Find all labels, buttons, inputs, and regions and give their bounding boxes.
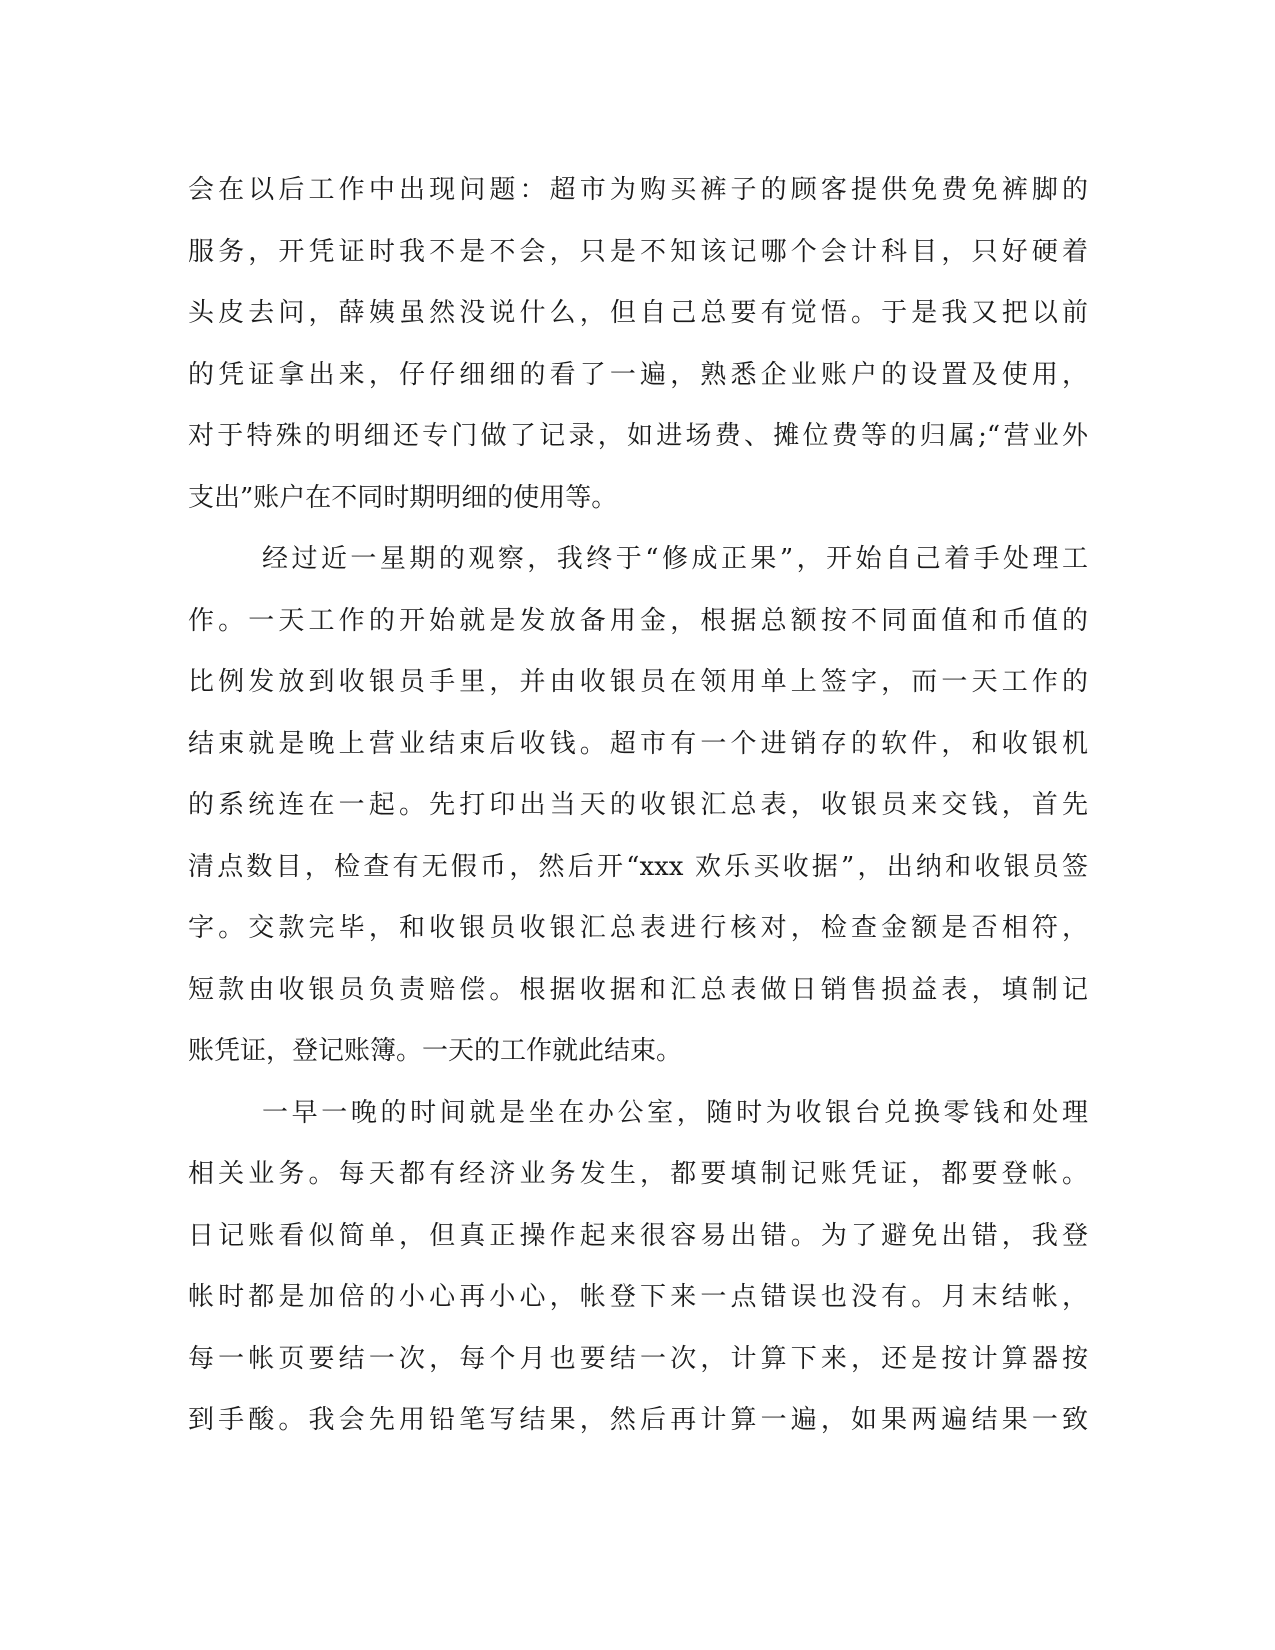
text-line: 结束就是晚上营业结束后收钱。超市有一个进销存的软件，和收银机	[188, 728, 1088, 759]
text-line: 相关业务。每天都有经济业务发生，都要填制记账凭证，都要登帐。	[188, 1159, 1088, 1189]
text-line: 会在以后工作中出现问题：超市为购买裤子的顾客提供免费免裤脚的	[188, 175, 1088, 205]
text-line: 日记账看似简单，但真正操作起来很容易出错。为了避免出错，我登	[188, 1220, 1088, 1251]
text-line: 到手酸。我会先用铅笔写结果，然后再计算一遍，如果两遍结果一致	[188, 1405, 1088, 1435]
text-line: 字。交款完毕，和收银员收银汇总表进行核对，检查金额是否相符，	[188, 913, 1088, 943]
document-body	[188, 160, 1088, 1452]
text-line: 经过近一星期的观察，我终于“修成正果”，开始自己着手处理工	[262, 544, 1088, 574]
text-line: 服务，开凭证时我不是不会，只是不知该记哪个会计科目，只好硬着	[188, 236, 1088, 267]
text-line: 短款由收银员负责赔偿。根据收据和汇总表做日销售损益表，填制记	[188, 974, 1088, 1005]
text-line: 清点数目，检查有无假币，然后开“xxx 欢乐买收据”，出纳和收银员签	[188, 851, 1088, 882]
text-line: 支出”账户在不同时期明细的使用等。	[188, 482, 618, 513]
text-line: 的系统连在一起。先打印出当天的收银汇总表，收银员来交钱，首先	[188, 790, 1088, 820]
text-line: 账凭证，登记账簿。一天的工作就此结束。	[188, 1036, 683, 1066]
text-line: 每一帐页要结一次，每个月也要结一次，计算下来，还是按计算器按	[188, 1343, 1088, 1374]
text-line: 帐时都是加倍的小心再小心，帐登下来一点错误也没有。月末结帐，	[188, 1282, 1088, 1312]
text-line: 头皮去问，薛姨虽然没说什么，但自己总要有觉悟。于是我又把以前	[188, 298, 1088, 328]
text-line: 一早一晚的时间就是坐在办公室，随时为收银台兑换零钱和处理	[262, 1097, 1088, 1128]
text-line: 的凭证拿出来，仔仔细细的看了一遍，熟悉企业账户的设置及使用，	[188, 359, 1088, 390]
text-line: 对于特殊的明细还专门做了记录，如进场费、摊位费等的归属;“营业外	[188, 421, 1088, 451]
text-line: 作。一天工作的开始就是发放备用金，根据总额按不同面值和币值的	[188, 605, 1088, 636]
text-line: 比例发放到收银员手里，并由收银员在领用单上签字，而一天工作的	[188, 667, 1088, 697]
